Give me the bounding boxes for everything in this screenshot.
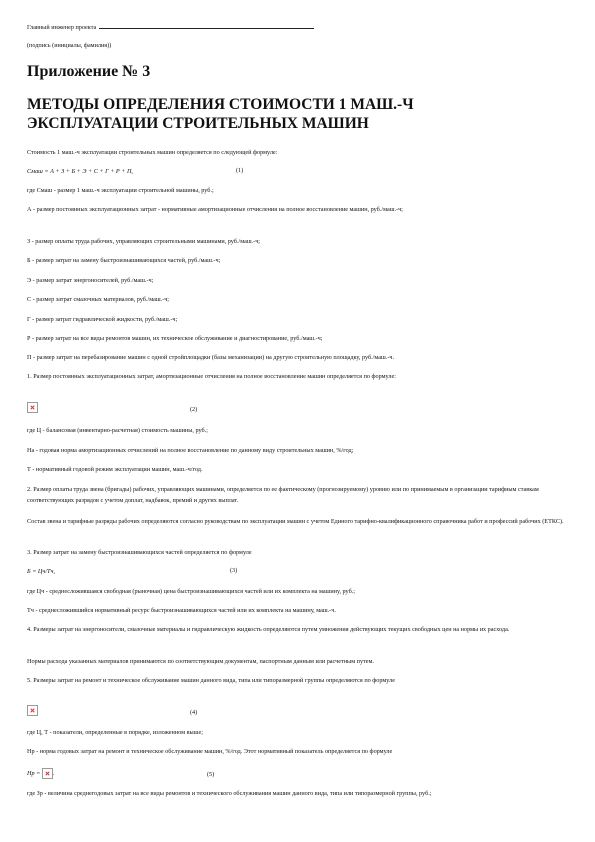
definition-item: где Смаш - размер 1 маш.-ч эксплуатации строительной машины, руб.; (27, 187, 214, 194)
broken-image-icon (27, 705, 38, 716)
section-2-paragraph-2: Состав звена и тарифные разряды рабочих определяются согласно руководствам по эксплуатации машин с учетом Единого тарифно-квалификационного справочника работ и профессий рабочих (ЕТКС). (27, 518, 564, 525)
formula-1-number: (1) (236, 167, 244, 174)
definition-item: П - размер затрат на перебазирование машин с одной стройплощадки (базы механизации) на другую строительную площадку, руб./маш.-ч. (27, 354, 395, 361)
section-3-text: 3. Размер затрат на замену быстроизнашивающихся частей определяется по формуле (27, 549, 252, 556)
definition-item: Г - размер затрат гидравлической жидкости, руб./маш.-ч; (27, 316, 178, 323)
formula-5-number: (5) (207, 771, 215, 778)
signature-hint: (подпись (инициалы, фамилия)) (27, 42, 112, 49)
formula-3 (27, 567, 55, 576)
formula-2-image (27, 402, 38, 413)
broken-image-icon (42, 768, 53, 779)
section-5-def: где Ц, Т - показатели, определенные в порядке, изложенном выше; (27, 729, 203, 736)
formula-2-number: (2) (190, 406, 198, 413)
signature-line (99, 21, 314, 29)
section-4-paragraph-1: 4. Размеры затрат на энергоносители, смазочные материалы и гидравлическую жидкость определяются путем умножения действующих текущих свободных цен на нормы их расхода. (27, 626, 510, 633)
main-title-line-1: МЕТОДЫ ОПРЕДЕЛЕНИЯ СТОИМОСТИ 1 МАШ.-Ч (27, 96, 414, 113)
formula-5-prefix: Нр = (27, 769, 41, 777)
definition-item: С - размер затрат смазочных материалов, руб./маш.-ч; (27, 296, 170, 303)
section-3-def: где Цч - среднесложившаяся свободная (рыночная) цена быстроизнашивающихся частей или их комплекта на машину, руб.; (27, 588, 355, 595)
section-5-def: Нр - норма годовых затрат на ремонт и техническое обслуживание машин, %/год. Этот нормативный показатель определяется по формуле (27, 748, 393, 755)
definition-item: Б - размер затрат на замену быстроизнашивающихся частей, руб./маш.-ч; (27, 257, 221, 264)
section-5-def: где Зр - величина среднегодовых затрат на все виды ремонтов и технического обслуживания машин данного вида, типа или типоразмерной группы, руб.; (27, 790, 432, 797)
formula-4-image (27, 705, 38, 716)
formula-1-text: Смаш = А + З + Б + Э + С + Г + Р + П, (27, 168, 133, 175)
definition-item: З - размер оплаты труда рабочих, управляющих строительными машинами, руб./маш.-ч; (27, 238, 261, 245)
formula-3-text: Б = Цч/Тч, (27, 568, 55, 575)
main-title (27, 95, 572, 133)
definition-item: Э - размер затрат энергоносителей, руб./маш.-ч; (27, 277, 154, 284)
section-1-def: где Ц - балансовая (инвентарно-расчетная) стоимость машины, руб.; (27, 427, 208, 434)
main-title-line-2: ЭКСПЛУАТАЦИИ СТРОИТЕЛЬНЫХ МАШИН (27, 115, 369, 132)
formula-4-number: (4) (190, 709, 198, 716)
intro-text: Стоимость 1 маш.-ч эксплуатации строительных машин определяется по следующей формуле: (27, 149, 278, 156)
section-1-text: 1. Размер постоянных эксплуатационных затрат, амортизационные отчисления на полное восстановление машин определяется по формуле: (27, 373, 396, 380)
formula-1 (27, 167, 133, 176)
chief-engineer-line (27, 21, 314, 32)
section-2-paragraph-1: 2. Размер оплаты труда звена (бригады) рабочих, управляющих машинами, определяется по ее фактическому (прогнозируемому) уровню или по принимаемым в организации тарифным ставкам соответствующих разрядов с учетом доплат, надбавок, премий и других выплат. (27, 486, 539, 504)
section-1-def: Т - нормативный годовой режим эксплуатации машин, маш.-ч/год. (27, 466, 203, 473)
section-1-def: На - годовая норма амортизационных отчислений на полное восстановление по данному виду строительных машин, %/год; (27, 447, 354, 454)
broken-image-icon (27, 402, 38, 413)
section-4-paragraph-2: Нормы расхода указанных материалов принимаются по соответствующим документам, паспортным данным или расчетным путем. (27, 658, 374, 665)
definition-item: Р - размер затрат на все виды ремонтов машин, их техническое обслуживание и диагностирование, руб./маш.-ч; (27, 335, 323, 342)
section-3-def: Тч - среднесложившийся нормативный ресурс быстроизнашивающихся частей или их комплекта на машину, маш.-ч. (27, 607, 336, 614)
appendix-title: Приложение № 3 (27, 63, 151, 80)
definition-item: А - размер постоянных эксплуатационных затрат - нормативные амортизационные отчисления на полное восстановление машин, руб./маш.-ч; (27, 206, 403, 213)
section-5-text: 5. Размеры затрат на ремонт и техническое обслуживание машин данного вида, типа или типоразмерной группы определяются по формуле (27, 677, 395, 684)
formula-5: Нр = . (27, 768, 54, 779)
chief-engineer-label: Главный инженер проекта (27, 24, 97, 31)
formula-3-number: (3) (230, 567, 238, 574)
